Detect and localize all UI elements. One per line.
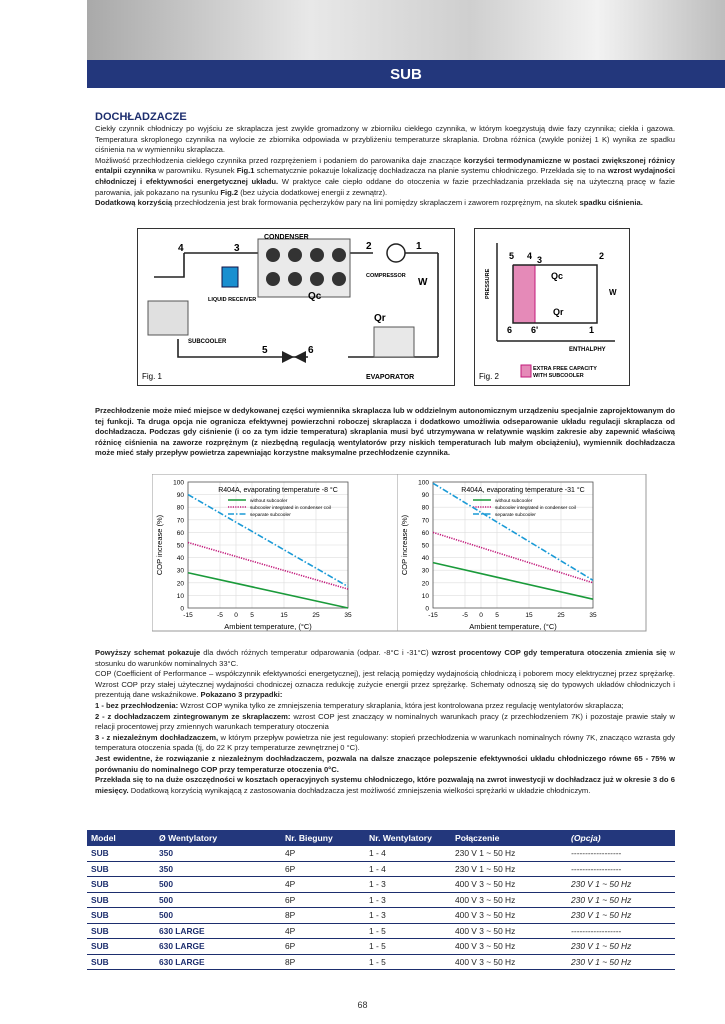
intro-p3b: przechłodzenia jest brak formowania pęcherzyków pary na lini pomiędzy skraplaczem i zaworem rozprężnym, na skutek: [172, 198, 580, 208]
y-tick-label: 0: [425, 605, 429, 613]
intro-p1: Ciekły czynnik chłodniczy po wyjściu ze skraplacza jest zwykle gromadzony w zbiorniku ciekłego czynnika, w którym koegzystują dwie fazy czynnika; ciekła i gazowa. Temperatura skroplonego czynnika na wylocie ze zbiornika odpowiada w przybliżeniu temperaturze skraplania. Drobna różnica (zwykle poniżej 1 K) wynika ze spadku ciśnienia na w wymienniku skraplacza.: [95, 124, 675, 155]
point-label: 5: [262, 345, 268, 356]
evaporator-unit: [374, 327, 414, 357]
compressor-label: COMPRESSOR: [366, 273, 406, 279]
intro-paragraph: [95, 124, 675, 209]
point-label: 3: [537, 255, 543, 265]
page-title: SUB: [390, 65, 422, 83]
table-cell: 1 - 5: [365, 923, 451, 939]
table-cell: 1 - 3: [365, 908, 451, 924]
table-cell: SUB: [87, 877, 155, 893]
y-tick-label: 30: [421, 567, 429, 575]
page-title-bar: [87, 60, 725, 88]
para3-d2: wzrost COP jest znaczący w nominalnych warunkach pracy (z przechłodzeniem 7K) i pozostaje prawie stały w relacji procentowej przy zmiennych warunkach temperatury otoczenia: [95, 711, 676, 732]
point-label: 2: [366, 241, 372, 252]
cop-chart-2-svg: [397, 474, 647, 632]
x-tick-label: 0: [479, 612, 483, 619]
table-cell: SUB: [87, 954, 155, 970]
qr-label: Qr: [374, 313, 386, 324]
point-label: 1: [416, 241, 422, 252]
table-cell: 400 V 3 ~ 50 Hz: [451, 954, 567, 970]
table-cell: 8P: [281, 908, 365, 924]
table-cell: 230 V 1 ~ 50 Hz: [451, 861, 567, 877]
liquid-receiver-label: LIQUID RECEIVER: [208, 297, 257, 303]
table-cell: 500: [155, 892, 281, 908]
x-tick-label: 25: [557, 612, 565, 619]
table-cell: 630 LARGE: [155, 954, 281, 970]
table-cell: SUB: [87, 939, 155, 955]
table-cell: 500: [155, 877, 281, 893]
condenser-label: CONDENSER: [264, 234, 309, 241]
y-axis-label: COP increase (%): [155, 514, 164, 576]
table-cell: 6P: [281, 939, 365, 955]
intro-p2g: W praktyce całe ciepło oddane do otoczenia w fazie przechładzania przekłada się na użyteczną pracę w fazie parowania, jak pokazano na rysunku: [95, 176, 675, 197]
enthalpy-label: ENTHALPHY: [569, 347, 606, 353]
col-poles: Nr. Bieguny: [281, 830, 365, 846]
point-label: 4: [527, 251, 533, 261]
x-tick-label: -15: [183, 612, 193, 619]
table-cell: 1 - 5: [365, 939, 451, 955]
x-axis-label: Ambient temperature, (°C): [469, 622, 557, 631]
table-header-row: [87, 830, 675, 846]
intro-p2e: schematycznie pokazuje lokalizację dochładzacza na planie systemu chłodniczego. Przekłada się to na: [254, 166, 608, 176]
table-row: [87, 908, 675, 924]
table-row: [87, 877, 675, 893]
para3-g2: Dodatkową korzyścią wynikającą z zastosowania dochładzacza jest możliwość zmniejszenia wielkości sprężarki w układzie chłodniczym.: [128, 785, 591, 795]
y-tick-label: 90: [176, 492, 184, 500]
table-cell: SUB: [87, 908, 155, 924]
table-cell: 4P: [281, 846, 365, 861]
table-cell: 230 V 1 ~ 50 Hz: [567, 877, 675, 893]
y-tick-label: 20: [176, 580, 184, 588]
y-tick-label: 40: [176, 555, 184, 563]
para3-d1: 2 - z dochładzaczem zintegrowanym ze skraplaczem:: [95, 711, 291, 721]
y-tick-label: 70: [421, 517, 429, 525]
expansion-valve-icon: [282, 351, 294, 363]
cop-chart-2: [397, 474, 647, 632]
x-tick-label: 35: [344, 612, 352, 619]
para3-f: Jest ewidentne, że rozwiązanie z niezależnym dochładzaczem, pozwala na dalsze znaczące polepszenie efektywności układu chłodniczego równe 65 - 75% w porównaniu do nominalnego COP przy temperaturze otoczenia 0°C.: [95, 753, 675, 774]
subcooling-paragraph: Przechłodzenie może mieć miejsce w dedykowanej części wymiennika skraplacza lub w oddzielnym autonomicznym urządzeniu specjalnie zaprojektowanym do tej funkcji. Ta druga opcja nie ogranicza efektywnej powierzchni roboczej skraplacza i dodatkowo umożliwia odseparowanie układu regulacji skraplacza od dochładzacza. Podczas gdy ciśnienie (i co za tym idzie temperatura) skraplania musi być utrzymywana w relatywnie wąskim zakresie aby zapewnić właściwą różnicę ciśnienia na zaworze rozprężnym (z niezbędną regulacją wentylatorów przy niskich temperaturach lub małym obciążeniu), wymiennik dochładzacza może mieć stały przepływ powietrza zapewniając korzystne maksymalne przechłodzenie czynnika.: [95, 406, 675, 458]
y-tick-label: 80: [176, 504, 184, 512]
table-row: [87, 939, 675, 955]
x-tick-label: 15: [280, 612, 288, 619]
col-model: Model: [87, 830, 155, 846]
table-cell: 4P: [281, 923, 365, 939]
qc-label: Qc: [551, 271, 564, 281]
col-connection: Połączenie: [451, 830, 567, 846]
y-axis-label: COP increase (%): [400, 514, 409, 576]
table-cell: 8P: [281, 954, 365, 970]
y-tick-label: 40: [421, 555, 429, 563]
x-tick-label: 5: [250, 612, 254, 619]
cop-paragraph: [95, 648, 675, 796]
pipe-line: [154, 253, 184, 277]
y-tick-label: 100: [418, 479, 429, 487]
table-cell: 230 V 1 ~ 50 Hz: [567, 908, 675, 924]
intro-p3a: Dodatkową korzyścią: [95, 198, 173, 208]
table-row: [87, 892, 675, 908]
liquid-receiver-icon: [222, 267, 238, 287]
figure-1-diagram: [138, 229, 454, 385]
table-cell: SUB: [87, 861, 155, 877]
y-tick-label: 80: [421, 504, 429, 512]
expansion-valve-icon: [294, 351, 306, 363]
chart-frame: [152, 474, 401, 631]
subcooler-label: SUBCOOLER: [188, 339, 227, 345]
x-tick-label: 5: [495, 612, 499, 619]
y-tick-label: 50: [176, 542, 184, 550]
subcooler-unit: [148, 301, 188, 335]
w-label: W: [609, 288, 617, 297]
intro-p2d: Fig.1: [236, 166, 255, 176]
table-cell: 400 V 3 ~ 50 Hz: [451, 892, 567, 908]
section-title: DOCHŁADZACZE: [95, 111, 187, 123]
table-cell: 350: [155, 861, 281, 877]
x-tick-label: 35: [589, 612, 597, 619]
point-label: 6: [308, 345, 314, 356]
x-tick-label: 15: [525, 612, 533, 619]
y-tick-label: 10: [176, 592, 184, 600]
x-tick-label: 0: [234, 612, 238, 619]
x-axis-label: Ambient temperature, (°C): [224, 622, 312, 631]
table-cell: SUB: [87, 846, 155, 861]
fig1-caption: Fig. 1: [142, 372, 163, 381]
para3-c2: Wzrost COP wynika tylko ze zmniejszenia temperatury skraplania, która jest kontrolowana przez regulację wentylatorów skraplacza;: [178, 700, 624, 710]
legend-label: separate subcooler: [250, 513, 291, 518]
para3-a4: w stosunku do warunków nominalnych 33°C.: [95, 648, 675, 668]
legend-label: separate subcooler: [495, 513, 536, 518]
point-label: 3: [234, 243, 240, 254]
legend-label: subcooler integrated in condenser coil: [250, 506, 331, 511]
para3-a3: wzrost procentowy COP gdy temperatura otoczenia zmienia się: [431, 648, 667, 657]
extra-capacity-area: [513, 265, 535, 323]
table-cell: 1 - 5: [365, 954, 451, 970]
cop-chart-1: [152, 474, 402, 632]
table-cell: 230 V 1 ~ 50 Hz: [567, 892, 675, 908]
chart-title: R404A, evaporating temperature -8 °C: [218, 487, 338, 494]
table-cell: 6P: [281, 892, 365, 908]
page-number: 68: [357, 1000, 368, 1010]
table-cell: 230 V 1 ~ 50 Hz: [567, 939, 675, 955]
y-tick-label: 50: [421, 542, 429, 550]
intro-p2b: korzyści termodynamiczne w postaci zwiększonej różnicy entalpii czynnika: [95, 155, 675, 176]
table-row: [87, 923, 675, 939]
table-cell: ------------------: [567, 923, 675, 939]
x-tick-label: -15: [428, 612, 438, 619]
intro-p2h: Fig.2: [220, 187, 239, 197]
legend-label: subcooler integrated in condenser coil: [495, 506, 576, 511]
w-label: W: [418, 277, 428, 288]
legend-text: WITH SUBCOOLER: [533, 373, 584, 379]
table-cell: 230 V 1 ~ 50 Hz: [451, 846, 567, 861]
table-cell: 400 V 3 ~ 50 Hz: [451, 923, 567, 939]
table-cell: 400 V 3 ~ 50 Hz: [451, 877, 567, 893]
point-label: 2: [599, 251, 605, 261]
x-tick-label: -5: [462, 612, 468, 619]
y-tick-label: 60: [176, 529, 184, 537]
table-row: [87, 846, 675, 861]
intro-p2i: (bez użycia dodatkowej energii z zewnątrz).: [238, 187, 388, 197]
para3-b2: Pokazano 3 przypadki:: [200, 690, 283, 700]
pressure-label: PRESSURE: [485, 268, 491, 299]
table-row: [87, 861, 675, 877]
legend-label: without subcooler: [250, 499, 288, 504]
x-tick-label: -5: [217, 612, 223, 619]
point-label: 1: [589, 325, 595, 335]
table-row: [87, 954, 675, 970]
table-cell: 1 - 4: [365, 861, 451, 877]
table-cell: 1 - 4: [365, 846, 451, 861]
intro-p2a: Możliwość przechłodzenia ciekłego czynnika przed rozprężeniem i podaniem do parowanika daje znaczące: [95, 155, 464, 165]
point-label: 5: [509, 251, 515, 261]
table-cell: SUB: [87, 892, 155, 908]
figure-2: [474, 228, 630, 386]
col-option: (Opcja): [567, 830, 675, 846]
figure-1: [137, 228, 455, 386]
para3-g1: Przekłada się to na duże oszczędności w kosztach operacyjnych systemu chłodniczego, które pozwalają na zwrot inwestycji w dochładzacz już w okresie 3 do 6 miesięcy.: [95, 775, 675, 795]
intro-p2c: w parowniku. Rysunek: [155, 166, 237, 176]
table-cell: 1 - 3: [365, 892, 451, 908]
col-fan-count: Nr. Wentylatory: [365, 830, 451, 846]
condenser-unit: [258, 239, 350, 297]
legend-swatch: [521, 365, 531, 377]
legend-label: without subcooler: [495, 499, 533, 504]
para3-b: COP (Coefficient of Performance – współczynnik efektywności energetycznej), jest relacją pomiędzy wydajnością chłodniczą i poborem mocy elektrycznej przez sprężarkę. Wzrost COP przy stałej użytecznej wydajności chodniczej oznacza redukcję zużycie energii przez sprężarkę. Schematy odnoszą się do typowych układów chłodniczych i prezentują dane wskaźnikowe.: [95, 669, 675, 700]
legend-text: EXTRA FREE CAPACITY: [533, 366, 597, 372]
table-cell: 6P: [281, 861, 365, 877]
para3-a2: dla dwóch różnych temperatur odparowania (odpar. -8°C i -31°C): [200, 648, 432, 657]
y-tick-label: 100: [173, 479, 184, 487]
point-label: 4: [178, 243, 184, 254]
evaporator-label: EVAPORATOR: [366, 374, 415, 381]
table-cell: 630 LARGE: [155, 939, 281, 955]
cop-chart-1-svg: [152, 474, 402, 632]
y-tick-label: 60: [421, 529, 429, 537]
point-label: 6': [531, 325, 539, 335]
para3-c1: 1 - bez przechłodzenia:: [95, 700, 179, 710]
y-tick-label: 30: [176, 567, 184, 575]
qc-label: Qc: [308, 291, 322, 302]
y-tick-label: 20: [421, 580, 429, 588]
table-cell: 350: [155, 846, 281, 861]
y-tick-label: 90: [421, 492, 429, 500]
fig2-caption: Fig. 2: [479, 372, 500, 381]
figure-2-diagram: [475, 229, 629, 385]
table-cell: ------------------: [567, 861, 675, 877]
table-cell: 1 - 3: [365, 877, 451, 893]
spec-table: [87, 830, 675, 970]
y-tick-label: 70: [176, 517, 184, 525]
y-tick-label: 0: [180, 605, 184, 613]
para3-e2: w którym przepływ powietrza nie jest regulowany: stopień przechłodzenia w warunkach nominalnych równy 7K, znacząco wzrasta gdy temperatura otoczenia spada (tj, do 22 K przy temperaturze zewnętrznej 0 °C).: [95, 732, 675, 753]
para3-e1: 3 - z niezależnym dochładzaczem,: [95, 732, 219, 742]
compressor-icon: [387, 244, 405, 262]
qr-label: Qr: [553, 307, 564, 317]
table-cell: 500: [155, 908, 281, 924]
table-cell: SUB: [87, 923, 155, 939]
table-cell: 230 V 1 ~ 50 Hz: [567, 954, 675, 970]
intro-p2f: wzrost wydajności chłodniczej i efektywności energetycznej układu.: [95, 166, 675, 186]
table-cell: 630 LARGE: [155, 923, 281, 939]
header-band: [87, 0, 725, 60]
table-cell: 400 V 3 ~ 50 Hz: [451, 939, 567, 955]
table-cell: ------------------: [567, 846, 675, 861]
table-cell: 400 V 3 ~ 50 Hz: [451, 908, 567, 924]
chart-frame: [397, 474, 646, 631]
intro-p3c: spadku ciśnienia.: [579, 198, 643, 208]
x-tick-label: 25: [312, 612, 320, 619]
chart-title: R404A, evaporating temperature -31 °C: [461, 487, 585, 494]
point-label: 6: [507, 325, 513, 335]
col-fans-diameter: Ø Wentylatory: [155, 830, 281, 846]
table-cell: 4P: [281, 877, 365, 893]
y-tick-label: 10: [421, 592, 429, 600]
para3-a1: Powyższy schemat pokazuje: [95, 648, 201, 657]
